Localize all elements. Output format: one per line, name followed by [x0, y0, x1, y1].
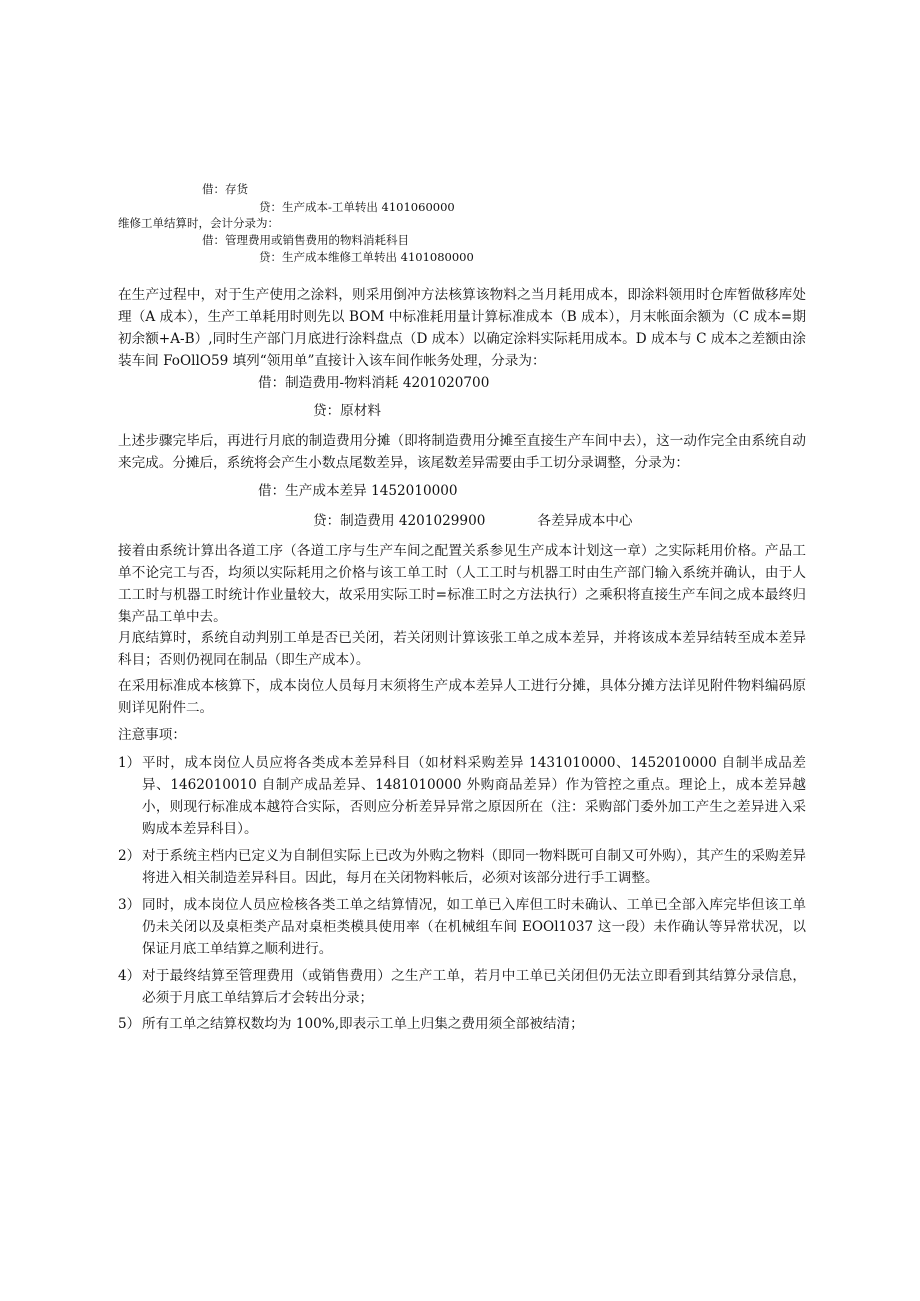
- journal-line-debit-expense: 借：管理费用或销售费用的物料消耗科目: [202, 233, 409, 247]
- paragraph-month-end-settlement: 月底结算时，系统自动判别工单是否已关闭，若关闭则计算该张工单之成本差异，并将该成本差异结转至成本差异科目；否则仍视同在制品（即生产成本）。: [118, 630, 806, 668]
- paragraph-standard-cost-allocation: 在采用标准成本核算下，成本岗位人员每月末须将生产成本差异人工进行分摊，具体分摊方法详见附件物料编码原则详见附件二。: [118, 678, 806, 716]
- note-item: [118, 752, 806, 840]
- journal2-cost-center-note: 各差异成本中心: [537, 513, 633, 529]
- paragraph-paint-costing: 在生产过程中，对于生产使用之涂料，则采用倒冲方法核算该物料之当月耗用成本，即涂料领用时仓库暂做移库处理（A 成本），生产工单耗用时则先以 BOM 中标准耗用量计算标准成本（B 成本），月末帐面余额为（C 成本=期初余额+A-B）,同时生产部门月底进行涂料盘点（D 成本）以确定涂料实际耗用成本。D 成本与 C 成本之差额由涂装车间 FoOllO59 填列“领用单”直接计入该车间作帐务处理，分录为：: [118, 287, 806, 369]
- note-text: 对于最终结算至管理费用（或销售费用）之生产工单，若月中工单已关闭但仍无法立即看到其结算分录信息，必须于月底工单结算后才会转出分录；: [142, 968, 806, 1006]
- paragraph-overhead-allocation: 上述步骤完毕后，再进行月底的制造费用分摊（即将制造费用分摊至直接生产车间中去），这一动作完全由系统自动来完成。分摊后，系统将会产生小数点尾数差异，该尾数差异需要由手工切分录调整，分录为：: [118, 433, 806, 471]
- repair-order-heading: 维修工单结算时，会计分录为：: [118, 216, 279, 230]
- note-text: 所有工单之结算权数均为 100%,即表示工单上归集之费用须全部被结清；: [142, 1016, 584, 1032]
- journal2-debit: 借：生产成本差异 1452010000: [258, 483, 458, 499]
- note-number: 2）: [118, 848, 141, 864]
- journal-line-credit-repair-cost: 贷：生产成本维修工单转出 4101080000: [259, 250, 474, 264]
- note-number: 5）: [118, 1016, 141, 1032]
- journal1-credit: 贷：原材料: [313, 403, 381, 419]
- note-number: 4）: [118, 968, 141, 984]
- note-text: 对于系统主档内已定义为自制但实际上已改为外购之物料（即同一物料既可自制又可外购），其产生的采购差异将进入相关制造差异科目。因此，每月在关闭物料帐后，必须对该部分进行手工调整。: [142, 848, 806, 886]
- paragraph-process-cost: 接着由系统计算出各道工序（各道工序与生产车间之配置关系参见生产成本计划这一章）之实际耗用价格。产品工单不论完工与否，均须以实际耗用之价格与该工单工时（人工工时与机器工时由生产部门输入系统并确认，由于人工工时与机器工时统计作业量较大，故采用实际工时=标准工时之方法执行）之乘积将直接生产车间之成本最终归集产品工单中去。: [118, 543, 806, 625]
- note-item: [118, 1013, 806, 1035]
- journal-line-credit-production-cost: 贷：生产成本-工单转出 4101060000: [259, 200, 455, 214]
- note-item: [118, 965, 806, 1009]
- journal1-debit: 借：制造费用-物料消耗 4201020700: [258, 375, 490, 391]
- notes-heading: 注意事项：: [118, 727, 186, 743]
- journal2-credit-line: [313, 512, 633, 530]
- note-item: [118, 894, 806, 960]
- note-number: 1）: [118, 755, 141, 771]
- note-item: [118, 845, 806, 889]
- journal2-credit: 贷：制造费用 4201029900: [313, 513, 486, 529]
- note-number: 3）: [118, 897, 141, 913]
- note-text: 同时，成本岗位人员应检核各类工单之结算情况，如工单已入库但工时未确认、工单已全部入库完毕但该工单仍未关闭以及桌柜类产品对桌柜类模具使用率（在机械组车间 EOOl1037 这一段）未作确认等异常状况，以保证月底工单结算之顺利进行。: [142, 897, 806, 957]
- journal-line-debit-inventory: 借：存货: [202, 182, 248, 196]
- note-text: 平时，成本岗位人员应将各类成本差异科目（如材料采购差异 1431010000、1452010000 自制半成品差异、1462010010 自制产成品差异、1481010000 外购商品差异）作为管控之重点。理论上，成本差异越小，则现行标准成本越符合实际，否则应分析差异异常之原因所在（注：采购部门委外加工产生之差异进入采购成本差异科目）。: [142, 755, 806, 837]
